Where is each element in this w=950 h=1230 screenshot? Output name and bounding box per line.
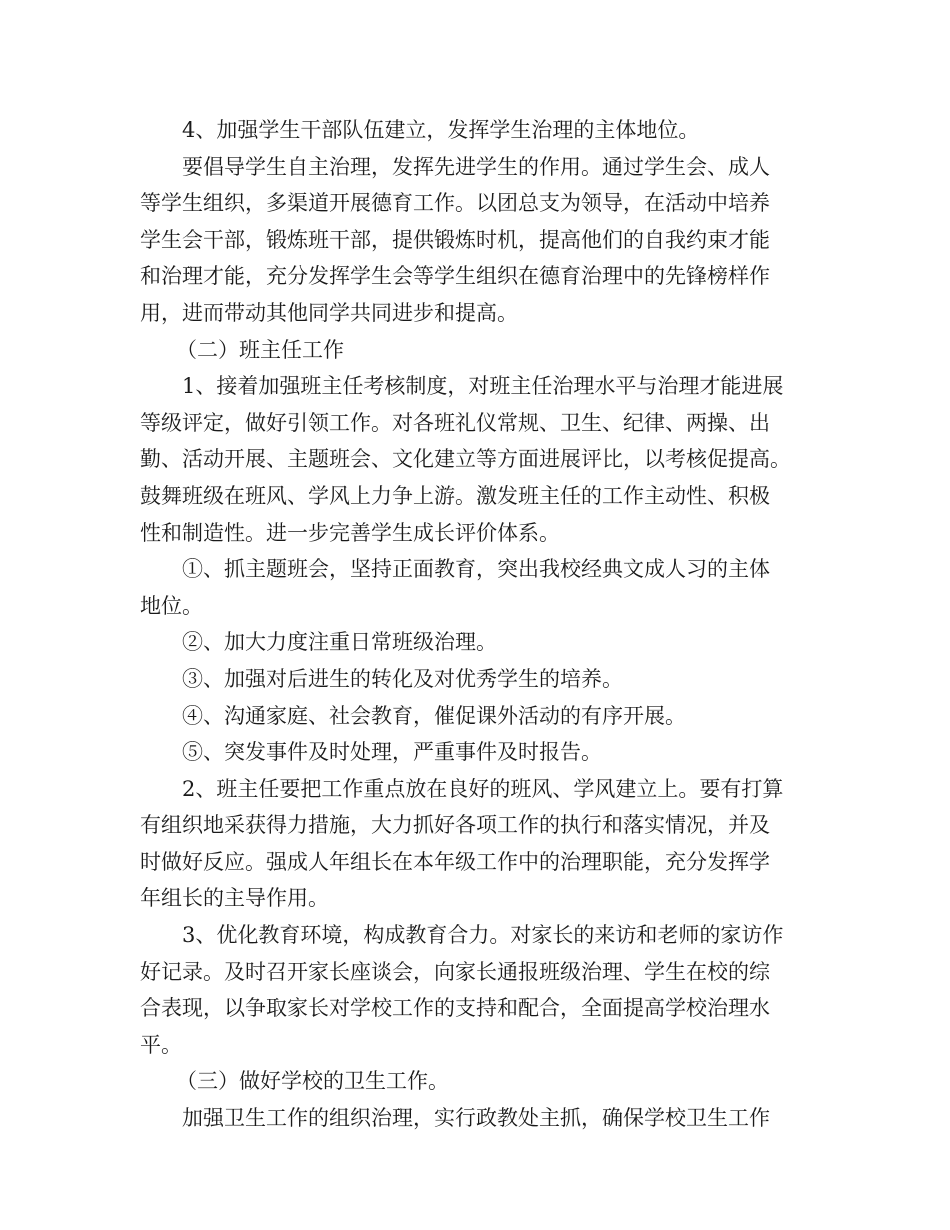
text-line: 平。 [140,1032,182,1057]
text-line: 要倡导学生自主治理，发挥先进学生的作用。通过学生会、成人 [182,154,770,179]
text-line: （二）班主任工作 [176,337,344,362]
text-line: 1、接着加强班主任考核制度，对班主任治理水平与治理才能进展 [182,374,784,399]
document-page [140,112,812,1137]
text-line: 性和制造性。进一步完善学生成长评价体系。 [140,520,560,545]
text-line: 好记录。及时召开家长座谈会，向家长通报班级治理、学生在校的综 [140,959,770,984]
text-line: 合表现，以争取家长对学校工作的支持和配合，全面提高学校治理水 [140,996,770,1021]
text-line: 等级评定，做好引领工作。对各班礼仪常规、卫生、纪律、两操、出 [140,410,770,435]
text-line: 4、加强学生干部队伍建立，发挥学生治理的主体地位。 [182,118,700,142]
text-line: 3、优化教育环境，构成教育合力。对家长的来访和老师的家访作 [182,923,784,948]
text-line: ②、加大力度注重日常班级治理。 [182,630,497,655]
text-line: ④、沟通家庭、社会教育，催促课外活动的有序开展。 [182,703,686,728]
text-line: ⑤、突发事件及时处理，严重事件及时报告。 [182,740,602,765]
text-line: ①、抓主题班会，坚持正面教育，突出我校经典文成人习的主体 [182,557,770,582]
text-line: 鼓舞班级在班风、学风上力争上游。激发班主任的工作主动性、积极 [140,483,770,508]
text-line: 等学生组织，多渠道开展德育工作。以团总支为领导，在活动中培养 [140,191,770,216]
text-line: 有组织地采获得力措施，大力抓好各项工作的执行和落实情况，并及 [140,813,770,838]
text-line: 2、班主任要把工作重点放在良好的班风、学风建立上。要有打算 [182,776,784,801]
text-line: 用，进而带动其他同学共同进步和提高。 [140,300,518,325]
text-line: 时做好反应。强成人年组长在本年级工作中的治理职能，充分发挥学 [140,849,770,874]
text-line: （三）做好学校的卫生工作。 [176,1069,449,1094]
text-line: 勤、活动开展、主题班会、文化建立等方面进展评比，以考核促提高。 [140,447,791,472]
text-line: 年组长的主导作用。 [140,886,329,911]
text-line: 地位。 [140,593,203,618]
text-line: 和治理才能，充分发挥学生会等学生组织在德育治理中的先锋榜样作 [140,264,770,289]
text-line: 学生会干部，锻炼班干部，提供锻炼时机，提高他们的自我约束才能 [140,227,770,252]
text-line: ③、加强对后进生的转化及对优秀学生的培养。 [182,666,623,691]
text-line: 加强卫生工作的组织治理，实行政教处主抓，确保学校卫生工作 [182,1106,770,1131]
